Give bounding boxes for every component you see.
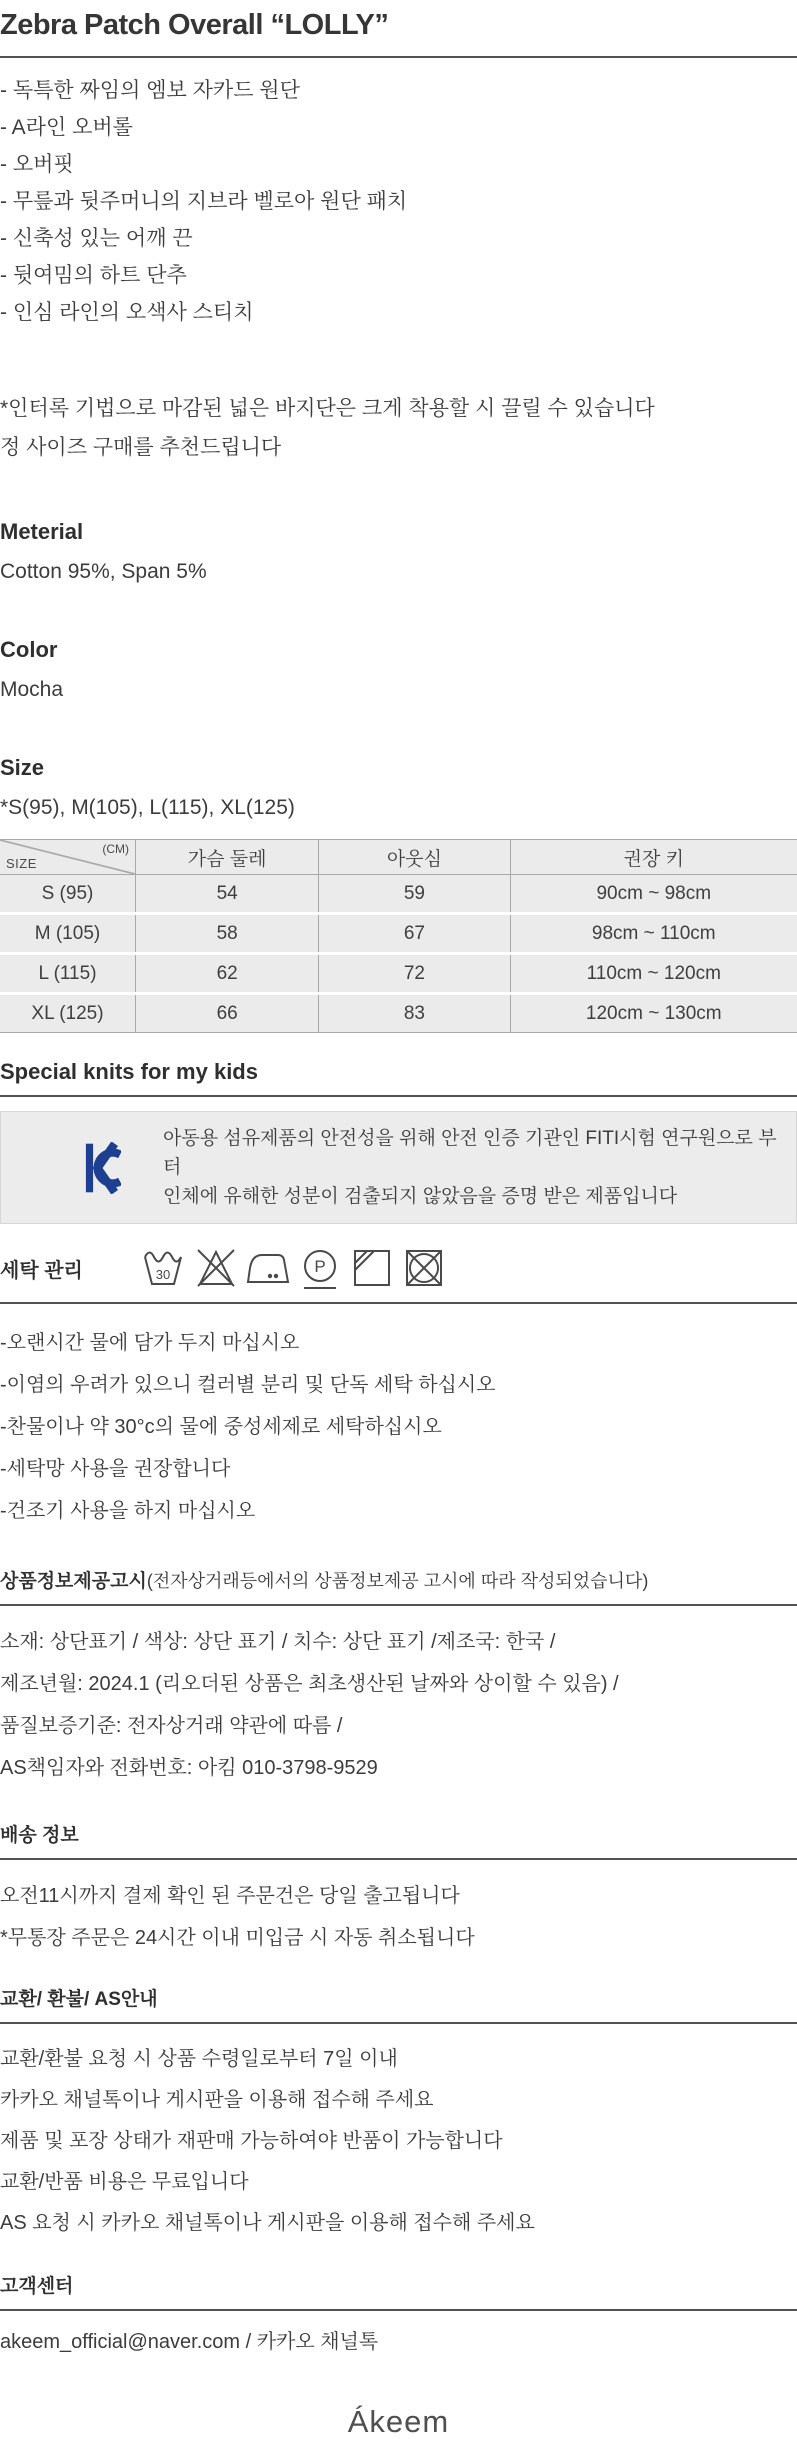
title-divider (0, 56, 797, 58)
do-not-tumble-dry-icon (400, 1240, 448, 1296)
cell-size: S (95) (41, 882, 94, 904)
cell-chest: 66 (135, 994, 318, 1033)
size-chart-header-row (0, 840, 797, 875)
shipping-line: 오전11시까지 결제 확인 된 주문건은 당일 출고됩니다 (0, 1885, 460, 1907)
care-instruction: -이염의 우려가 있으니 컬러별 분리 및 단독 세탁 하십시오 (0, 1374, 496, 1396)
kc-certification-box (0, 1111, 797, 1224)
exchange-line: AS 요청 시 카카오 채널톡이나 게시판을 이용해 접수해 주세요 (0, 2212, 535, 2234)
size-chart-table (0, 839, 797, 1033)
size-heading: Size (0, 755, 45, 780)
table-row (0, 954, 797, 994)
cell-height: 120cm ~ 130cm (510, 994, 797, 1033)
color-heading: Color (0, 637, 58, 662)
material-heading: Meterial (0, 519, 84, 544)
care-symbols-row (0, 1240, 797, 1296)
exchange-heading: 교환/ 환불/ AS안내 (0, 1989, 158, 2010)
cell-height: 98cm ~ 110cm (510, 914, 797, 954)
cell-outseam: 59 (319, 875, 510, 914)
kc-text-line2: 인체에 유해한 성분이 검출되지 않았음을 증명 받은 제품입니다 (163, 1186, 678, 1207)
cell-size: M (105) (0, 914, 135, 954)
column-header-chest: 가슴 둘레 (135, 840, 318, 875)
cell-size: L (115) (0, 954, 135, 994)
fit-note: *인터록 기법으로 마감된 넓은 바지단은 크게 착용할 시 끌릴 수 있습니다 (0, 397, 655, 420)
material-value: Cotton 95%, Span 5% (0, 560, 207, 583)
feature-item: - 뒷여밈의 하트 단추 (0, 264, 187, 287)
fit-notes (0, 389, 797, 467)
cell-outseam: 83 (319, 994, 510, 1033)
cell-size: XL (125) (0, 994, 135, 1033)
feature-item: - 무릎과 뒷주머니의 지브라 벨로아 원단 패치 (0, 190, 408, 213)
notice-heading-note: (전자상거래등에서의 상품정보제공 고시에 따라 작성되었습니다) (146, 1571, 649, 1591)
section-divider (0, 1302, 797, 1304)
cell-height: 110cm ~ 120cm (510, 954, 797, 994)
product-title: Zebra Patch Overall “LOLLY” (0, 9, 389, 41)
column-header-height: 권장 키 (510, 840, 797, 875)
exchange-info-list (0, 2039, 797, 2244)
exchange-line: 교환/환불 요청 시 상품 수령일로부터 7일 이내 (0, 2048, 398, 2070)
iron-medium-icon (244, 1240, 292, 1296)
table-row (0, 994, 797, 1033)
dry-in-shade-icon (348, 1240, 396, 1296)
color-value: Mocha (0, 678, 64, 701)
size-chart-size-label: SIZE (6, 856, 37, 871)
customer-service-contact: akeem_official@naver.com / 카카오 채널톡 (0, 2331, 379, 2353)
svg-text:P: P (314, 1257, 326, 1276)
fit-note: 정 사이즈 구매를 추천드립니다 (0, 436, 282, 459)
size-value: *S(95), M(105), L(115), XL(125) (0, 796, 295, 819)
exchange-line: 제품 및 포장 상태가 재판매 가능하여야 반품이 가능합니다 (0, 2130, 503, 2152)
notice-line: AS책임자와 전화번호: 아킴 010-3798-9529 (0, 1757, 378, 1779)
care-instruction: -세탁망 사용을 권장합니다 (0, 1458, 231, 1480)
product-notice-heading (0, 1568, 797, 1595)
exchange-line: 교환/반품 비용은 무료입니다 (0, 2171, 249, 2193)
care-icon-strip (140, 1240, 448, 1296)
notice-heading-bold: 상품정보제공고시 (0, 1571, 147, 1592)
size-chart-corner-cell (0, 840, 135, 875)
shipping-heading: 배송 정보 (0, 1825, 79, 1846)
cell-outseam: 67 (319, 914, 510, 954)
feature-item: - 신축성 있는 어깨 끈 (0, 227, 193, 250)
special-knits-heading: Special knits for my kids (0, 1059, 258, 1084)
feature-item: - 인심 라인의 오색사 스티치 (0, 301, 254, 324)
care-instruction: -건조기 사용을 하지 마십시오 (0, 1500, 256, 1522)
care-instruction: -오랜시간 물에 담가 두지 마십시오 (0, 1332, 300, 1354)
section-divider (0, 1095, 797, 1097)
feature-item: - 독특한 짜임의 엠보 자카드 원단 (0, 79, 300, 102)
kc-certification-icon (85, 1142, 121, 1194)
notice-line: 제조년월: 2024.1 (리오더된 상품은 최초생산된 날짜와 상이할 수 있음) / (0, 1673, 619, 1695)
feature-item: - A라인 오버롤 (0, 116, 133, 139)
notice-line: 품질보증기준: 전자상거래 약관에 따름 / (0, 1715, 343, 1737)
care-label: 세탁 관리 (0, 1259, 83, 1282)
shipping-line: *무통장 주문은 24시간 이내 미입금 시 자동 취소됩니다 (0, 1927, 475, 1949)
section-divider (0, 2022, 797, 2024)
brand-logo: Ákeem (347, 2404, 450, 2439)
dry-clean-p-icon (296, 1240, 344, 1296)
care-instruction-list (0, 1322, 797, 1532)
cell-chest: 58 (135, 914, 318, 954)
product-notice-list (0, 1621, 797, 1789)
customer-service-heading: 고객센터 (0, 2276, 74, 2297)
section-divider (0, 2309, 797, 2311)
cell-chest: 54 (135, 875, 318, 914)
notice-line: 소재: 상단표기 / 색상: 상단 표기 / 치수: 상단 표기 /제조국: 한국 / (0, 1631, 556, 1653)
svg-text:30: 30 (155, 1267, 171, 1282)
cell-height: 90cm ~ 98cm (510, 875, 797, 914)
cell-outseam: 72 (319, 954, 510, 994)
cell-chest: 62 (135, 954, 318, 994)
feature-item: - 오버핏 (0, 153, 74, 176)
section-divider (0, 1858, 797, 1860)
feature-list (0, 72, 797, 331)
column-header-outseam: 아웃심 (319, 840, 510, 875)
kc-certification-text (163, 1124, 780, 1211)
kc-text-line1: 아동용 섬유제품의 안전성을 위해 안전 인증 기관인 FITI시험 연구원으로 부터 (163, 1128, 777, 1178)
table-row (0, 914, 797, 954)
table-row (0, 875, 797, 914)
size-chart-unit-label: (CM) (102, 842, 129, 856)
machine-wash-30-icon (140, 1240, 188, 1296)
shipping-info-list (0, 1875, 797, 1959)
do-not-bleach-icon (192, 1240, 240, 1296)
care-instruction: -찬물이나 약 30°c의 물에 중성세제로 세탁하십시오 (0, 1416, 442, 1438)
section-divider (0, 1604, 797, 1606)
exchange-line: 카카오 채널톡이나 게시판을 이용해 접수해 주세요 (0, 2089, 434, 2111)
